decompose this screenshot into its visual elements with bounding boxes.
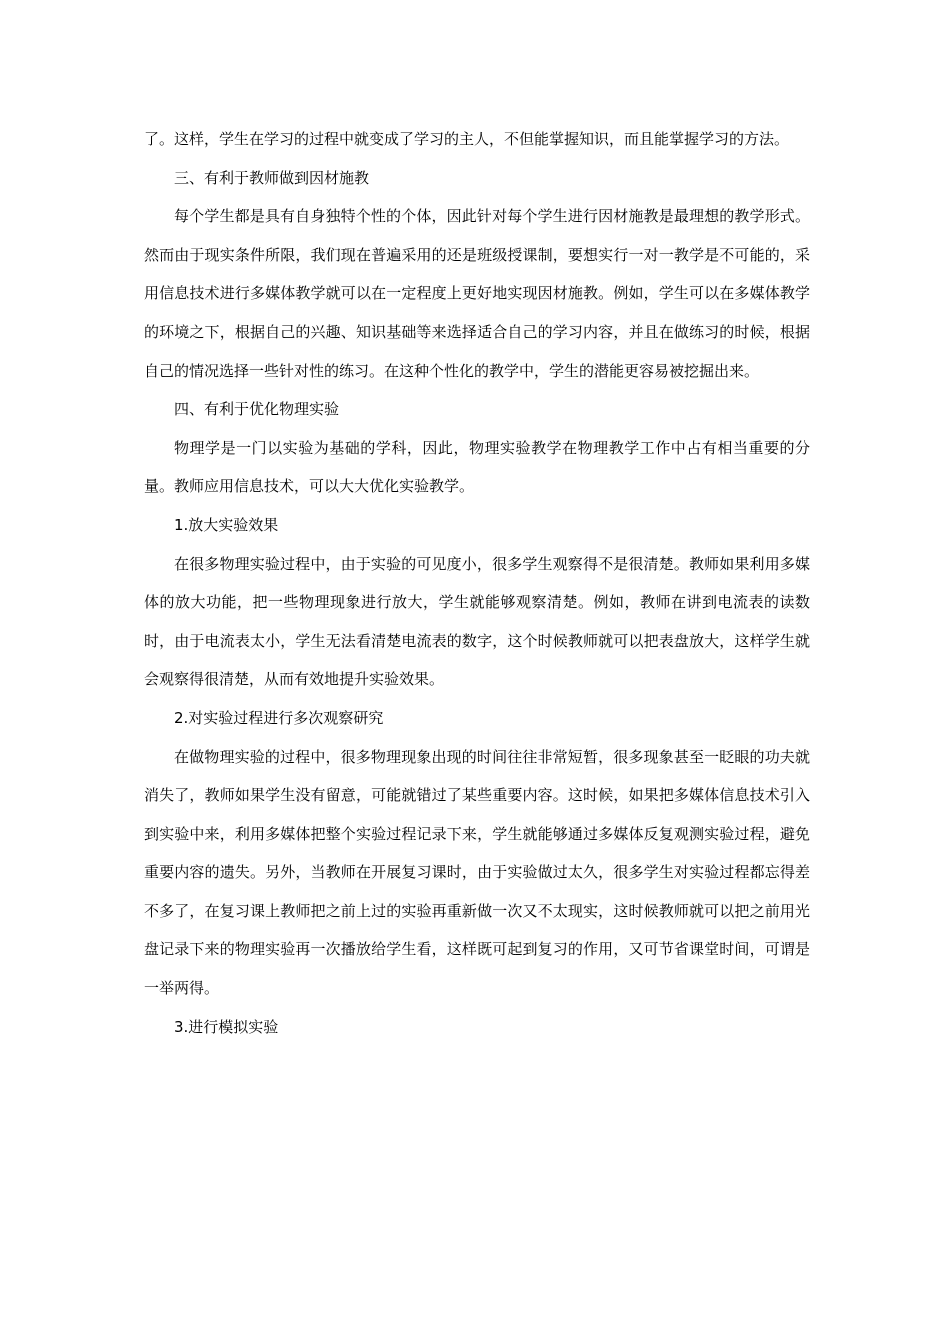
- subheading-3: 3.进行模拟实验: [174, 1017, 279, 1036]
- paragraph-individualized-teaching: 每个学生都是具有自身独特个性的个体，因此针对每个学生进行因材施教是最理想的教学形式。然而由于现实条件所限，我们现在普遍采用的还是班级授课制，要想实行一对一教学是不可能的，采用信息技术进行多媒体教学就可以在一定程度上更好地实现因材施教。例如，学生可以在多媒体教学的环境之下，根据自己的兴趣、知识基础等来选择适合自己的学习内容，并且在做练习的时候，根据自己的情况选择一些针对性的练习。在这种个性化的教学中，学生的潜能更容易被挖掘出来。: [144, 207, 810, 380]
- paragraph-physics-experiments: 物理学是一门以实验为基础的学科，因此，物理实验教学在物理教学工作中占有相当重要的分量。教师应用信息技术，可以大大优化实验教学。: [144, 438, 810, 496]
- section-heading-3: 三、有利于教师做到因材施教: [174, 168, 370, 187]
- document-body: [144, 120, 810, 1046]
- paragraph-repeated-observation: 在做物理实验的过程中，很多物理现象出现的时间往往非常短暂，很多现象甚至一眨眼的功夫就消失了，教师如果学生没有留意，可能就错过了某些重要内容。这时候，如果把多媒体信息技术引入到实验中来，利用多媒体把整个实验过程记录下来，学生就能够通过多媒体反复观测实验过程，避免重要内容的遗失。另外，当教师在开展复习课时，由于实验做过太久，很多学生对实验过程都忘得差不多了，在复习课上教师把之前上过的实验再重新做一次又不太现实，这时候教师就可以把之前用光盘记录下来的物理实验再一次播放给学生看，这样既可起到复习的作用，又可节省课堂时间，可谓是一举两得。: [144, 747, 810, 998]
- subheading-2: 2.对实验过程进行多次观察研究: [174, 708, 384, 727]
- subheading-1: 1.放大实验效果: [174, 515, 279, 534]
- paragraph-continuation: 了。这样，学生在学习的过程中就变成了学习的主人，不但能掌握知识，而且能掌握学习的方法。: [144, 130, 790, 148]
- paragraph-magnify-effect: 在很多物理实验过程中，由于实验的可见度小，很多学生观察得不是很清楚。教师如果利用多媒体的放大功能，把一些物理现象进行放大，学生就能够观察清楚。例如，教师在讲到电流表的读数时，由于电流表太小，学生无法看清楚电流表的数字，这个时候教师就可以把表盘放大，这样学生就会观察得很清楚，从而有效地提升实验效果。: [144, 554, 810, 689]
- section-heading-4: 四、有利于优化物理实验: [174, 400, 340, 419]
